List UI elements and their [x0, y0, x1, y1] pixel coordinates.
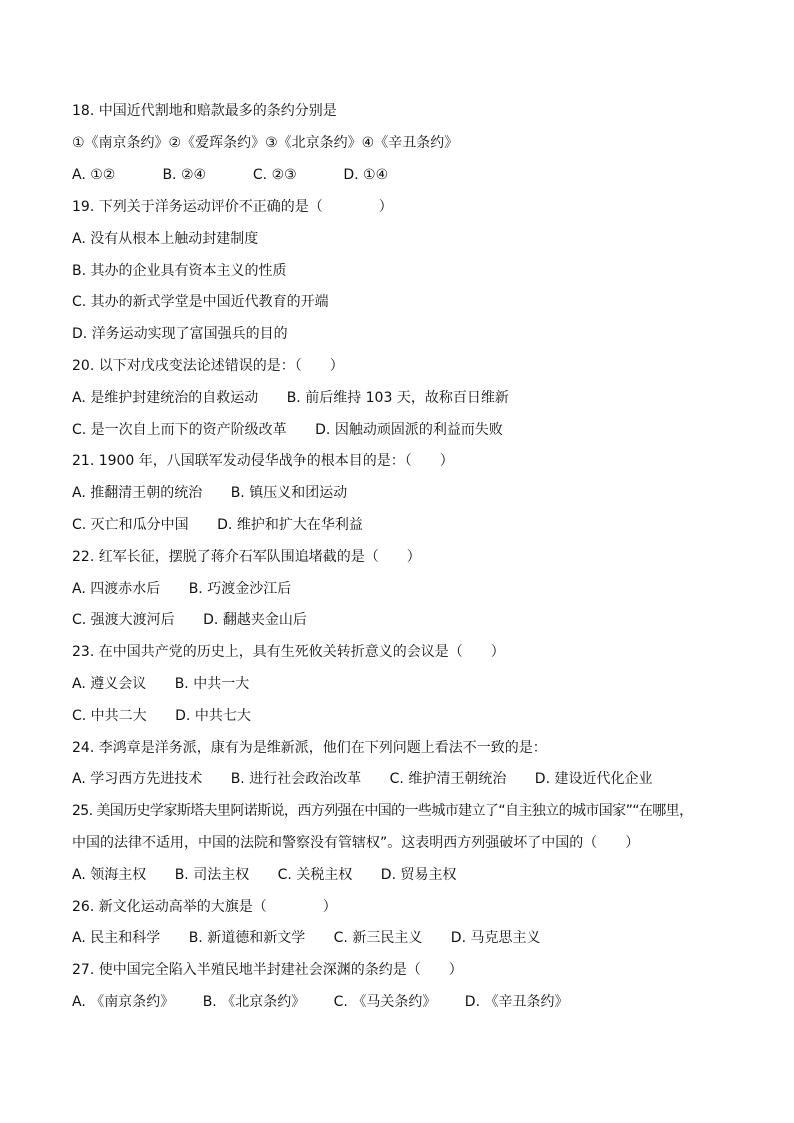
question-22-stem: 22. 红军长征，摆脱了蒋介石军队围追堵截的是（ ）	[72, 549, 421, 565]
option-c: C. 中共二大	[72, 708, 147, 724]
option-d: D. 《辛丑条约》	[464, 994, 569, 1010]
question-19-option-c: C. 其办的新式学堂是中国近代教育的开端	[72, 294, 329, 310]
question-24-options	[72, 769, 652, 789]
question-19-stem: 19. 下列关于洋务运动评价不正确的是（ ）	[72, 199, 393, 215]
question-25-options	[72, 865, 456, 885]
question-21-options-row-1	[72, 483, 347, 503]
question-20-options-row-2	[72, 420, 503, 440]
option-d: D. 贸易主权	[380, 867, 457, 883]
option-d: D. 因触动顽固派的利益而失败	[315, 422, 503, 438]
question-23-stem: 23. 在中国共产党的历史上，具有生死攸关转折意义的会议是（ ）	[72, 644, 505, 660]
option-d: D. 马克思主义	[450, 930, 541, 946]
option-a: A. 推翻清王朝的统治	[72, 485, 203, 501]
option-a: A. ①②	[72, 167, 116, 183]
option-b: B. 巧渡金沙江后	[188, 581, 292, 597]
question-20-options-row-1	[72, 388, 509, 408]
option-c: C. 关税主权	[277, 867, 353, 883]
option-c: C. 《马关条约》	[333, 994, 437, 1010]
question-23-options-row-2	[72, 706, 251, 726]
option-b: B. 《北京条约》	[202, 994, 306, 1010]
option-d: D. 维护和扩大在华利益	[217, 517, 363, 533]
question-21-options-row-2	[72, 515, 363, 535]
question-22-options-row-1	[72, 579, 291, 599]
option-b: B. 镇压义和团运动	[230, 485, 348, 501]
question-18-stem: 18. 中国近代割地和赔款最多的条约分别是	[72, 103, 337, 119]
option-b: B. 司法主权	[174, 867, 250, 883]
option-a: A. 四渡赤水后	[72, 581, 161, 597]
option-b: B. 前后维持 103 天，故称百日维新	[286, 390, 509, 406]
question-19-option-a: A. 没有从根本上触动封建制度	[72, 231, 259, 247]
question-18-subline: ①《南京条约》②《爱珲条约》③《北京条约》④《辛丑条约》	[72, 135, 459, 151]
question-23-options-row-1	[72, 674, 249, 694]
option-a: A. 是维护封建统治的自救运动	[72, 390, 259, 406]
option-a: A. 遵义会议	[72, 676, 147, 692]
question-19-option-b: B. 其办的企业具有资本主义的性质	[72, 263, 287, 279]
option-d: D. 中共七大	[175, 708, 251, 724]
option-c: C. 强渡大渡河后	[72, 612, 175, 628]
option-c: C. ②③	[252, 167, 297, 183]
question-21-stem: 21. 1900 年，八国联军发动侵华战争的根本目的是：（ ）	[72, 453, 454, 469]
question-26-options	[72, 928, 540, 948]
option-d: D. 建设近代化企业	[534, 771, 653, 787]
option-a: A. 学习西方先进技术	[72, 771, 203, 787]
option-b: B. ②④	[162, 167, 207, 183]
option-c: C. 灭亡和瓜分中国	[72, 517, 189, 533]
option-c: C. 维护清王朝统治	[389, 771, 507, 787]
question-18-options	[72, 165, 388, 185]
question-27-stem: 27. 使中国完全陷入半殖民地半封建社会深渊的条约是（ ）	[72, 962, 463, 978]
question-25-stem-line-1: 25. 美国历史学家斯塔夫里阿诺斯说，西方列强在中国的一些城市建立了“自主独立的城市国家”“在哪里，	[72, 803, 693, 819]
option-a: A. 民主和科学	[72, 930, 161, 946]
option-d: D. 翻越夹金山后	[203, 612, 307, 628]
question-19-option-d: D. 洋务运动实现了富国强兵的目的	[72, 326, 288, 342]
option-d: D. ①④	[343, 167, 389, 183]
option-c: C. 是一次自上而下的资产阶级改革	[72, 422, 287, 438]
option-b: B. 中共一大	[174, 676, 250, 692]
option-b: B. 进行社会政治改革	[230, 771, 362, 787]
question-24-stem: 24. 李鸿章是洋务派，康有为是维新派，他们在下列问题上看法不一致的是：	[72, 740, 547, 756]
question-25-stem-line-2: 中国的法律不适用，中国的法院和警察没有管辖权”。这表明西方列强破坏了中国的（ ）	[72, 835, 640, 851]
option-a: A. 《南京条约》	[72, 994, 175, 1010]
question-20-stem: 20. 以下对戊戌变法论述错误的是：（ ）	[72, 358, 344, 374]
option-c: C. 新三民主义	[333, 930, 423, 946]
question-22-options-row-2	[72, 610, 307, 630]
question-27-options	[72, 992, 568, 1012]
option-a: A. 领海主权	[72, 867, 147, 883]
option-b: B. 新道德和新文学	[188, 930, 306, 946]
question-26-stem: 26. 新文化运动高举的大旗是（ ）	[72, 899, 337, 915]
